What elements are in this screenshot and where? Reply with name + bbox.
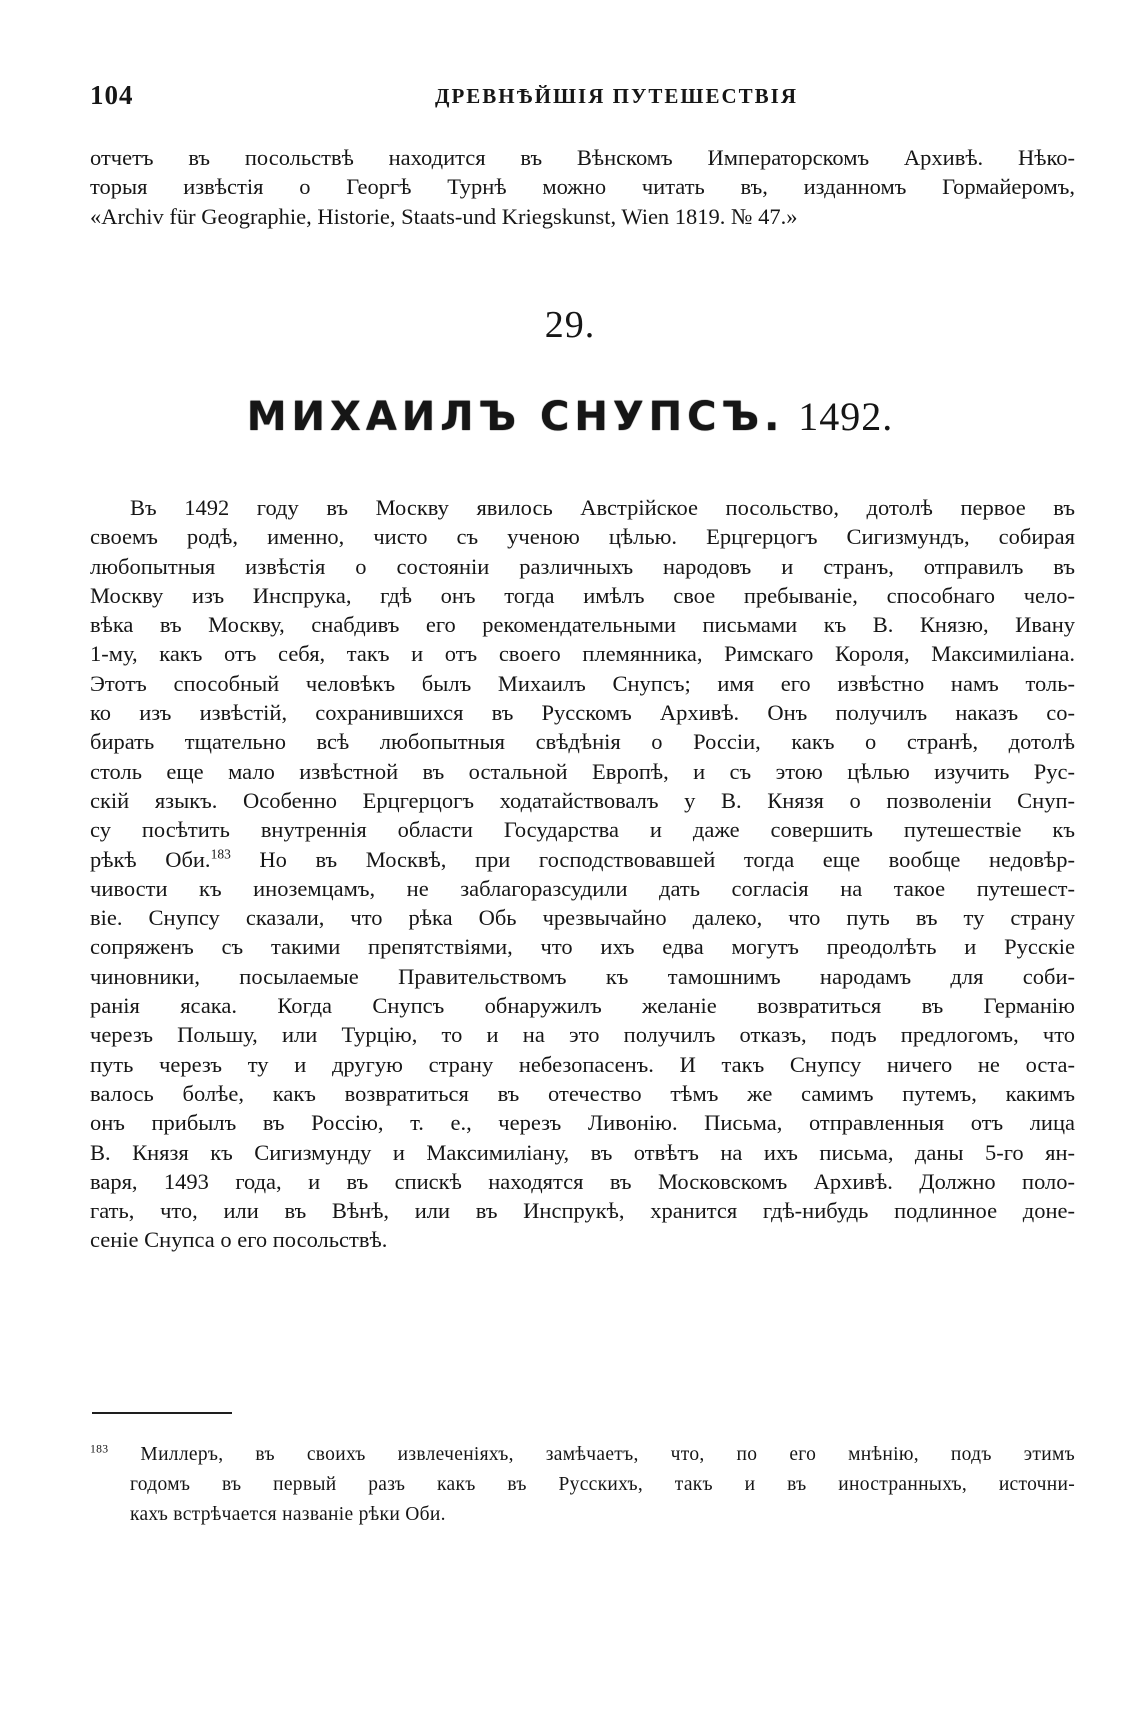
body-line: сопряженъ съ такими препятствіями, что ихъ едва могутъ преодолѣть и Русскіе [90,934,1075,960]
body-line: черезъ Польшу, или Турцію, то и на это получилъ отказъ, подъ предлогомъ, что [90,1022,1075,1048]
chapter-title [0,393,1140,440]
body-line-end: Но въ Москвѣ, при господствовавшей тогда еще вообще недовѣр- [230,846,1075,872]
footnote-line: кахъ встрѣчается названіе рѣки Оби. [130,1504,446,1525]
section-number: 29. [544,304,596,346]
running-title: ДРЕВНѢЙШІЯ ПУТЕШЕСТВІЯ [435,84,798,108]
body-line: гать, что, или въ Вѣнѣ, или въ Инспрукѣ, хранится гдѣ-нибудь подлинное доне- [90,1198,1075,1224]
body-line-with-footnote-ref [90,845,1075,874]
body-line: столь еще мало извѣстной въ остальной Европѣ, и съ этою цѣлью изучить Рус- [90,758,1075,784]
body-paragraph [90,493,1075,1255]
intro-line: «Archiv für Geographie, Historie, Staats-und Kriegskunst, Wien 1819. № 47.» [90,203,798,229]
body-line: В. Князя къ Сигизмунду и Максимиліану, въ отвѣтъ на ихъ письма, даны 5-го ян- [90,1139,1075,1165]
body-line: віе. Снупсу сказали, что рѣка Обь чрезвычайно далеко, что путь въ ту страну [90,905,1075,931]
intro-line: торыя извѣстія о Георгѣ Турнѣ можно читать въ, изданномъ Гормайеромъ, [90,174,1075,200]
body-line: скій языкъ. Особенно Ерцгерцогъ ходатайствовалъ у В. Князя о позволеніи Снуп- [90,787,1075,813]
footnote-marker: 183 [90,1442,109,1456]
footnote-separator [92,1412,232,1414]
body-line: Этотъ способный человѣкъ былъ Михаилъ Снупсъ; имя его извѣстно намъ толь- [90,670,1075,696]
footnote-reference[interactable]: 183 [210,846,231,862]
page-number: 104 [90,80,134,110]
body-line: Москву изъ Инспрука, гдѣ онъ тогда имѣлъ свое пребываніе, способнаго чело- [90,582,1075,608]
footnote-line: годомъ въ первый разъ какъ въ Русскихъ, такъ и въ иностранныхъ, источни- [130,1474,1075,1495]
footnote [90,1440,1075,1530]
body-line: су посѣтить внутреннія области Государства и даже совершить путешествіе къ [90,817,1075,843]
body-line-start: рѣкѣ Оби. [90,846,211,872]
body-line: ранія ясака. Когда Снупсъ обнаружилъ желаніе возвратиться въ Германію [90,993,1075,1019]
intro-line: отчетъ въ посольствѣ находится въ Вѣнскомъ Императорскомъ Архивѣ. Нѣко- [90,145,1075,170]
body-line: своемъ родѣ, именно, чисто съ ученою цѣлью. Ерцгерцогъ Сигизмундъ, собирая [90,524,1075,550]
intro-paragraph [90,143,1075,231]
footnote-line [90,1440,1075,1470]
footnote-line-text: Миллеръ, въ своихъ извлеченіяхъ, замѣчаетъ, что, по его мнѣнію, подъ этимъ [108,1444,1075,1465]
body-line: путь черезъ ту и другую страну небезопасенъ. И такъ Снупсу ничего не оста- [90,1051,1075,1077]
body-line: чивости къ иноземцамъ, не заблагоразсудили дать согласія на такое путешест- [90,875,1075,901]
body-line: 1-му, какъ отъ себя, такъ и отъ своего племянника, Римскаго Короля, Максимиліана. [90,641,1075,667]
body-line: сеніе Снупса о его посольствѣ. [90,1227,388,1253]
body-line: бирать тщательно всѣ любопытныя свѣдѣнія о Россіи, какъ о странѣ, дотолѣ [90,729,1075,755]
running-head [90,80,1070,120]
body-line: валось болѣе, какъ возвратиться въ отечество тѣмъ же самимъ путемъ, какимъ [90,1080,1075,1106]
body-line: онъ прибылъ въ Россію, т. е., черезъ Ливонію. Письма, отправленныя отъ лица [90,1110,1075,1136]
body-line: вѣка въ Москву, снабдивъ его рекомендательными письмами къ В. Князю, Ивану [90,612,1075,638]
body-line: чиновники, посылаемые Правительствомъ къ тамошнимъ народамъ для соби- [90,963,1075,989]
body-line: любопытныя извѣстія о состояніи различныхъ народовъ и странъ, отправилъ въ [90,553,1075,579]
chapter-year: 1492. [798,394,894,439]
body-line: варя, 1493 года, и въ спискѣ находятся въ Московскомъ Архивѣ. Должно поло- [90,1168,1075,1194]
body-line: ко изъ извѣстій, сохранившихся въ Русскомъ Архивѣ. Онъ получилъ наказъ со- [90,700,1075,726]
body-line: Въ 1492 году въ Москву явилось Австрійское посольство, дотолѣ первое въ [130,495,1075,520]
chapter-name: МИХАИЛЪ СНУПСЪ. [246,394,785,440]
